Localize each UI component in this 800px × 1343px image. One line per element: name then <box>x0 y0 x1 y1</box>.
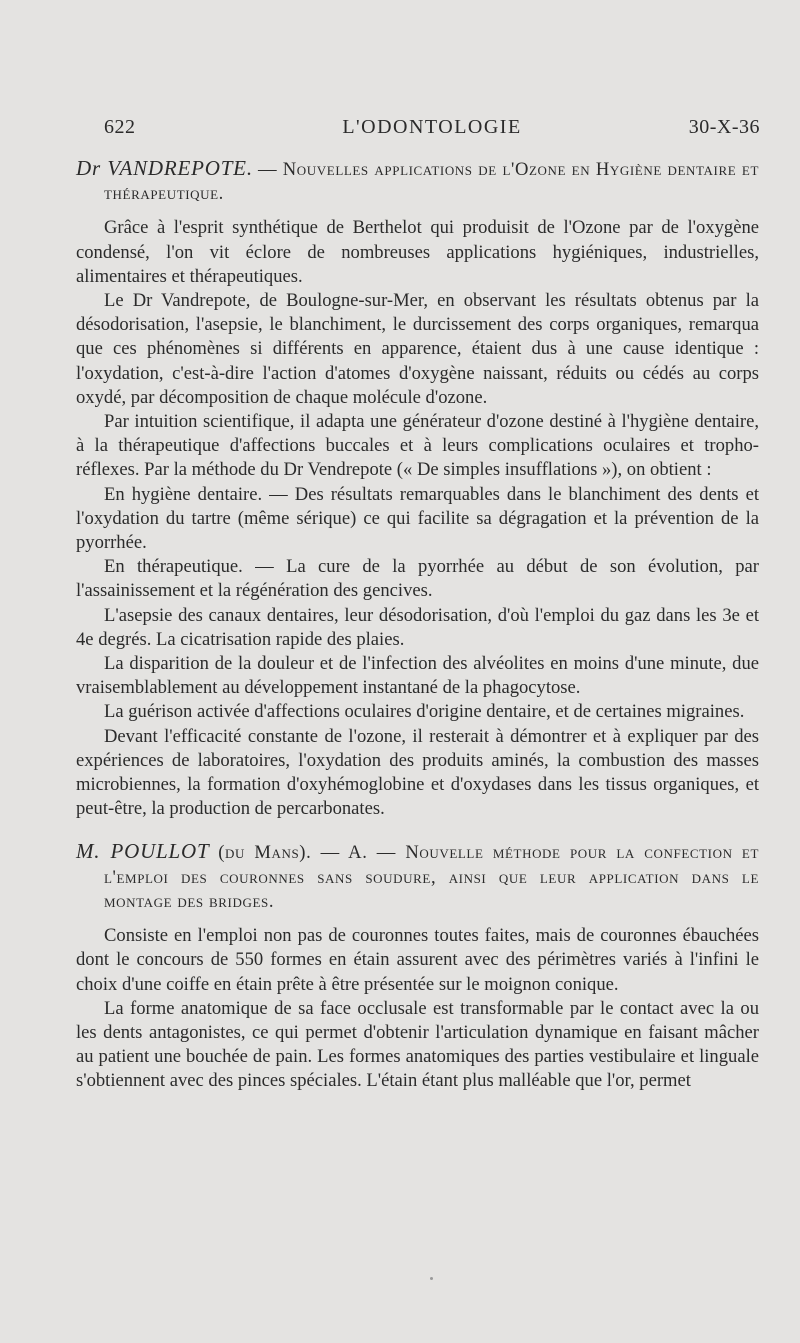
article-title-text: — Nouvelles applications de l'Ozone en Hygiène dentaire et thérapeutique. <box>104 159 759 205</box>
article-vandrepote <box>76 156 759 821</box>
article-title-text: (du Mans). — A. — Nouvelle méthode pour la confection et l'emploi des couronnes sans soudure, ainsi que leur application dans le montage des bridges. <box>104 842 760 912</box>
issue-date: 30-X-36 <box>688 116 760 138</box>
article-title <box>76 839 759 914</box>
paragraph: La disparition de la douleur et de l'infection des alvéolites en moins d'une minute, due vraisemblablement au développement instantané de la phagocytose. <box>76 653 759 699</box>
journal-title: L'ODONTOLOGIE <box>342 116 522 138</box>
page-number: 622 <box>104 116 136 138</box>
paragraph: Grâce à l'esprit synthétique de Berthelot qui produisit de l'Ozone par de l'oxygène condensé, l'on vit éclore de nombreuses applications hygiéniques, industrielles, alimentaires et thérapeutiques. <box>76 217 759 287</box>
article-author: Dr VANDREPOTE. <box>76 156 253 180</box>
article-title <box>76 156 759 206</box>
article-poullot <box>76 839 759 1093</box>
paragraph: La guérison activée d'affections oculaires d'origine dentaire, et de certaines migraines. <box>104 701 745 723</box>
paragraph: Par intuition scientifique, il adapta une générateur d'ozone destiné à l'hygiène dentaire, à la thérapeutique d'affections buccales et à leurs complications oculaires et tropho-réflexes. Par la méthode du Dr Vendrepote (« De simples insufflations »), on obtient : <box>76 411 759 481</box>
print-speck <box>430 1277 433 1280</box>
paragraph: En thérapeutique. — La cure de la pyorrhée au début de son évolution, par l'assainissement et la régénération des gencives. <box>76 556 759 602</box>
article-author: M. POULLOT <box>76 839 210 864</box>
article-body <box>76 156 759 1094</box>
paragraph: Consiste en l'emploi non pas de couronnes toutes faites, mais de couronnes ébauchées dont le concours de 550 formes en étain assurent avec des périmètres variés à l'infini le choix d'une coiffe en étain prête à être présentée sur le moignon conique. <box>76 925 759 995</box>
paragraph: L'asepsie des canaux dentaires, leur désodorisation, d'où l'emploi du gaz dans les 3e et 4e degrés. La cicatrisation rapide des plaies. <box>76 604 759 650</box>
paragraph: La forme anatomique de sa face occlusale est transformable par le contact avec la ou les dents antagonistes, ce qui permet d'obtenir l'articulation dynamique en faisant mâcher au patient une bouchée de pain. Les formes anatomiques des parties vestibulaire et linguale s'obtiennent avec des pinces spéciales. L'étain étant plus malléable que l'or, permet <box>76 997 759 1092</box>
paragraph: Devant l'efficacité constante de l'ozone, il resterait à démontrer et à expliquer par des expériences de laboratoires, l'oxydation des produits aminés, la combustion des masses microbiennes, la formation d'oxyhémoglobine et d'oxydases dans les tissus organiques, et peut-être, la production de percarbonates. <box>76 725 759 820</box>
running-head <box>104 116 760 140</box>
paragraph: En hygiène dentaire. — Des résultats remarquables dans le blanchiment des dents et l'oxydation du tartre (même sérique) ce qui facilite sa dégragation et la prévention de la pyorrhée. <box>76 483 759 554</box>
paragraph: Le Dr Vandrepote, de Boulogne-sur-Mer, en observant les résultats obtenus par la désodorisation, l'asepsie, le blanchiment, le durcissement des corps organiques, remarqua que ces phénomènes si différents en apparence, étaient dus à une cause identique : l'oxydation, c'est-à-dire l'action d'atomes d'oxygène naissant, réduits ou cédés au corps oxydé, par décomposition de chaque molécule d'ozone. <box>76 290 759 408</box>
